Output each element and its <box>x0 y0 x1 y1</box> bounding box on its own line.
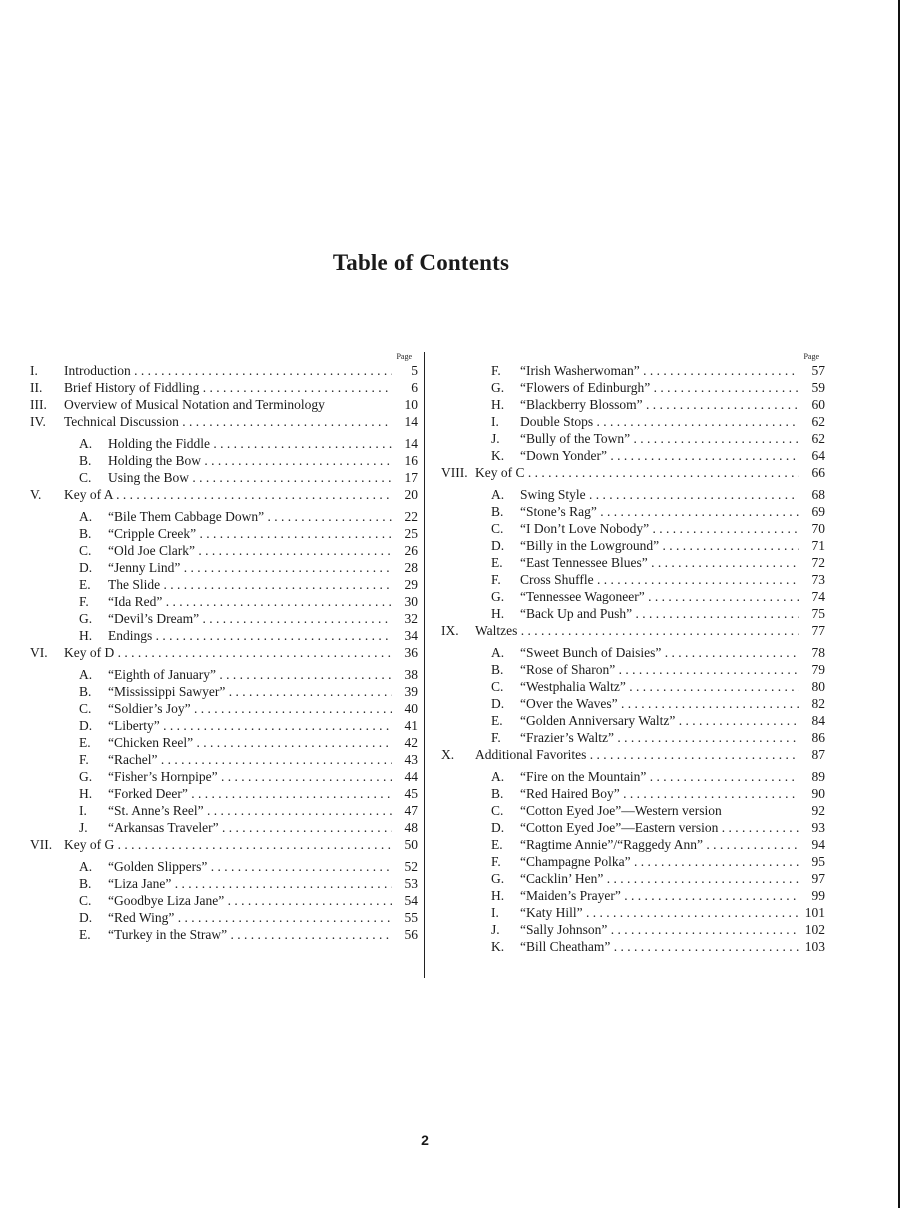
entry-title: “Sally Johnson” . . . <box>520 921 799 938</box>
entry-letter: E. <box>79 735 91 750</box>
entry-page-number: 70 <box>799 520 825 537</box>
entry-title: “Old Joe Clark” . . . <box>108 542 392 559</box>
entry-title: “Liberty” . . . <box>108 717 392 734</box>
entry-letter: H. <box>491 397 505 412</box>
entry-title: Swing Style . . . <box>520 486 799 503</box>
entry-title: Introduction . . . <box>64 362 392 379</box>
entry-page-number: 75 <box>799 605 825 622</box>
entry-letter: B. <box>491 786 504 801</box>
entry-title: “Back Up and Push” . . . <box>520 605 799 622</box>
entry-title: Waltzes . . . <box>475 622 799 639</box>
toc-entry[interactable] <box>441 447 825 464</box>
entry-letter: H. <box>79 786 93 801</box>
toc-entry[interactable] <box>30 683 418 700</box>
entry-page-number: 56 <box>392 926 418 943</box>
entry-letter: G. <box>491 589 505 604</box>
entry-title: The Slide . . . <box>108 576 392 593</box>
toc-entry[interactable] <box>441 571 825 588</box>
entry-page-number: 53 <box>392 875 418 892</box>
toc-entry[interactable] <box>441 644 825 661</box>
entry-letter: B. <box>79 684 92 699</box>
entry-title: Double Stops . . . <box>520 413 799 430</box>
entry-page-number: 44 <box>392 768 418 785</box>
entry-letter: G. <box>491 871 505 886</box>
entry-page-number: 34 <box>392 627 418 644</box>
entry-letter: C. <box>79 543 92 558</box>
entry-page-number: 60 <box>799 396 825 413</box>
entry-page-number: 30 <box>392 593 418 610</box>
toc-right-entries <box>441 362 825 955</box>
entry-page-number: 101 <box>799 904 825 921</box>
entry-title: Key of G . . . <box>64 836 392 853</box>
entry-letter: D. <box>491 538 505 553</box>
entry-page-number: 36 <box>392 644 418 661</box>
entry-page-number: 82 <box>799 695 825 712</box>
toc-entry[interactable] <box>30 666 418 683</box>
entry-letter: E. <box>491 555 503 570</box>
toc-entry[interactable] <box>30 542 418 559</box>
entry-letter: B. <box>491 504 504 519</box>
entry-title: “Katy Hill” . . . <box>520 904 799 921</box>
toc-entry[interactable] <box>30 435 418 452</box>
entry-page-number: 40 <box>392 700 418 717</box>
entry-title: “Rachel” . . . <box>108 751 392 768</box>
section-number: VI. <box>30 645 48 660</box>
entry-letter: C. <box>491 521 504 536</box>
entry-letter: E. <box>491 713 503 728</box>
entry-title: “Mississippi Sawyer” . . . <box>108 683 392 700</box>
entry-title: “Bill Cheatham” . . . <box>520 938 799 955</box>
toc-entry[interactable] <box>30 486 418 503</box>
column-divider <box>424 352 425 978</box>
entry-letter: F. <box>491 854 501 869</box>
entry-letter: D. <box>491 696 505 711</box>
entry-page-number: 90 <box>799 785 825 802</box>
entry-letter: B. <box>79 453 92 468</box>
toc-entry[interactable] <box>441 853 825 870</box>
entry-title: “Cacklin’ Hen” . . . <box>520 870 799 887</box>
entry-letter: J. <box>491 431 500 446</box>
toc-entry[interactable] <box>441 938 825 955</box>
entry-title: Technical Discussion . . . <box>64 413 392 430</box>
entry-page-number: 89 <box>799 768 825 785</box>
entry-title: “Eighth of January” . . . <box>108 666 392 683</box>
entry-page-number: 62 <box>799 430 825 447</box>
entry-page-number: 52 <box>392 858 418 875</box>
entry-page-number: 87 <box>799 746 825 763</box>
section-number: X. <box>441 747 455 762</box>
entry-page-number: 38 <box>392 666 418 683</box>
toc-entry[interactable] <box>441 605 825 622</box>
toc-entry[interactable] <box>30 836 418 853</box>
entry-page-number: 26 <box>392 542 418 559</box>
toc-entry[interactable] <box>30 362 418 379</box>
entry-page-number: 77 <box>799 622 825 639</box>
toc-entry[interactable] <box>441 554 825 571</box>
entry-page-number: 73 <box>799 571 825 588</box>
entry-title: “Fire on the Mountain” . . . <box>520 768 799 785</box>
toc-entry[interactable] <box>441 430 825 447</box>
entry-title: Additional Favorites . . . <box>475 746 799 763</box>
entry-page-number: 25 <box>392 525 418 542</box>
toc-entry[interactable] <box>30 627 418 644</box>
entry-page-number: 86 <box>799 729 825 746</box>
entry-letter: F. <box>491 572 501 587</box>
entry-page-number: 59 <box>799 379 825 396</box>
entry-letter: B. <box>79 526 92 541</box>
entry-letter: I. <box>79 803 87 818</box>
entry-title: “Frazier’s Waltz” . . . <box>520 729 799 746</box>
toc-entry[interactable] <box>30 717 418 734</box>
toc-entry[interactable] <box>441 712 825 729</box>
entry-page-number: 80 <box>799 678 825 695</box>
entry-title: “Tennessee Wagoneer” . . . <box>520 588 799 605</box>
section-number: V. <box>30 487 42 502</box>
entry-letter: D. <box>491 820 505 835</box>
toc-entry[interactable] <box>30 379 418 396</box>
toc-entry[interactable] <box>441 887 825 904</box>
entry-title: “Turkey in the Straw” . . . <box>108 926 392 943</box>
entry-page-number: 64 <box>799 447 825 464</box>
entry-letter: E. <box>491 837 503 852</box>
entry-title: “Over the Waves” . . . <box>520 695 799 712</box>
toc-entry[interactable] <box>441 537 825 554</box>
entry-letter: E. <box>79 927 91 942</box>
entry-page-number: 43 <box>392 751 418 768</box>
toc-entry[interactable] <box>441 921 825 938</box>
entry-title: “Flowers of Edinburgh” . . . <box>520 379 799 396</box>
entry-title: “Jenny Lind” . . . <box>108 559 392 576</box>
toc-entry[interactable] <box>441 588 825 605</box>
toc-entry[interactable] <box>30 452 418 469</box>
page-column-header: Page <box>396 352 412 361</box>
entry-page-number: 55 <box>392 909 418 926</box>
toc-entry[interactable] <box>441 622 825 639</box>
toc-entry[interactable] <box>441 520 825 537</box>
entry-letter: A. <box>491 769 505 784</box>
toc-entry[interactable] <box>441 768 825 785</box>
entry-page-number: 95 <box>799 853 825 870</box>
entry-page-number: 94 <box>799 836 825 853</box>
entry-page-number: 45 <box>392 785 418 802</box>
entry-letter: G. <box>79 769 93 784</box>
entry-title: “Goodbye Liza Jane” . . . <box>108 892 392 909</box>
entry-letter: K. <box>491 448 505 463</box>
toc-entry[interactable] <box>30 785 418 802</box>
entry-title: “Stone’s Rag” . . . <box>520 503 799 520</box>
toc-entry[interactable] <box>30 469 418 486</box>
entry-letter: J. <box>79 820 88 835</box>
toc-entry[interactable] <box>30 751 418 768</box>
toc-entry[interactable] <box>441 678 825 695</box>
entry-page-number: 84 <box>799 712 825 729</box>
entry-title: Cross Shuffle . . . <box>520 571 799 588</box>
toc-entry[interactable] <box>441 486 825 503</box>
entry-title: Brief History of Fiddling . . . <box>64 379 392 396</box>
toc-left-entries <box>30 362 418 943</box>
toc-entry[interactable] <box>441 396 825 413</box>
entry-title: “Sweet Bunch of Daisies” . . . <box>520 644 799 661</box>
entry-title: “Ida Red” . . . <box>108 593 392 610</box>
entry-page-number: 42 <box>392 734 418 751</box>
toc-entry[interactable] <box>441 661 825 678</box>
entry-page-number: 14 <box>392 435 418 452</box>
entry-page-number: 62 <box>799 413 825 430</box>
toc-entry[interactable] <box>30 413 418 430</box>
entry-title: “Liza Jane” . . . <box>108 875 392 892</box>
entry-letter: K. <box>491 939 505 954</box>
entry-page-number: 54 <box>392 892 418 909</box>
entry-title: “Westphalia Waltz” . . . <box>520 678 799 695</box>
entry-page-number: 103 <box>799 938 825 955</box>
entry-title: Using the Bow . . . <box>108 469 392 486</box>
entry-title: “Golden Anniversary Waltz” . . . <box>520 712 799 729</box>
entry-page-number: 74 <box>799 588 825 605</box>
entry-letter: E. <box>79 577 91 592</box>
entry-letter: B. <box>491 662 504 677</box>
entry-title: “Cripple Creek” . . . <box>108 525 392 542</box>
toc-entry[interactable] <box>30 819 418 836</box>
entry-page-number: 68 <box>799 486 825 503</box>
entry-title: Key of C . . . <box>475 464 799 481</box>
entry-letter: C. <box>491 679 504 694</box>
section-number: VIII. <box>441 465 468 480</box>
toc-entry[interactable] <box>30 875 418 892</box>
entry-letter: I. <box>491 905 499 920</box>
entry-page-number: 93 <box>799 819 825 836</box>
toc-entry[interactable] <box>30 734 418 751</box>
entry-page-number: 28 <box>392 559 418 576</box>
entry-letter: B. <box>79 876 92 891</box>
section-number: IV. <box>30 414 46 429</box>
entry-letter: F. <box>491 363 501 378</box>
entry-letter: C. <box>79 470 92 485</box>
toc-entry[interactable] <box>441 870 825 887</box>
entry-title: “Cotton Eyed Joe”—Eastern version . . . <box>520 819 799 836</box>
toc-entry[interactable] <box>30 858 418 875</box>
entry-page-number: 17 <box>392 469 418 486</box>
entry-letter: A. <box>491 487 505 502</box>
entry-title: “East Tennessee Blues” . . . <box>520 554 799 571</box>
entry-title: “Champagne Polka” . . . <box>520 853 799 870</box>
entry-letter: G. <box>79 611 93 626</box>
entry-letter: H. <box>491 606 505 621</box>
toc-entry[interactable] <box>30 768 418 785</box>
entry-page-number: 48 <box>392 819 418 836</box>
entry-letter: C. <box>79 701 92 716</box>
entry-title: “St. Anne’s Reel” . . . <box>108 802 392 819</box>
toc-entry[interactable] <box>441 695 825 712</box>
entry-letter: D. <box>79 910 93 925</box>
section-number: III. <box>30 397 47 412</box>
entry-page-number: 92 <box>799 802 825 819</box>
page-number: 2 <box>421 1132 429 1148</box>
entry-page-number: 22 <box>392 508 418 525</box>
entry-title: “Ragtime Annie”/“Raggedy Ann” . . . <box>520 836 799 853</box>
entry-title: Key of A . . . <box>64 486 392 503</box>
entry-letter: F. <box>79 594 89 609</box>
entry-title: “Red Wing” . . . <box>108 909 392 926</box>
toc-entry[interactable] <box>30 700 418 717</box>
section-number: IX. <box>441 623 459 638</box>
entry-page-number: 66 <box>799 464 825 481</box>
entry-title: “I Don’t Love Nobody” . . . <box>520 520 799 537</box>
section-number: II. <box>30 380 43 395</box>
toc-entry[interactable] <box>441 379 825 396</box>
entry-letter: H. <box>491 888 505 903</box>
toc-entry[interactable] <box>441 746 825 763</box>
entry-title: “Billy in the Lowground” . . . <box>520 537 799 554</box>
entry-title: “Red Haired Boy” . . . <box>520 785 799 802</box>
entry-page-number: 102 <box>799 921 825 938</box>
page-column-header: Page <box>803 352 819 361</box>
entry-letter: G. <box>491 380 505 395</box>
entry-page-number: 20 <box>392 486 418 503</box>
toc-entry[interactable] <box>441 362 825 379</box>
toc-entry[interactable] <box>30 926 418 943</box>
entry-title: “Maiden’s Prayer” . . . <box>520 887 799 904</box>
toc-entry[interactable] <box>441 464 825 481</box>
entry-page-number: 39 <box>392 683 418 700</box>
entry-page-number: 72 <box>799 554 825 571</box>
entry-page-number: 10 <box>392 396 418 413</box>
entry-letter: D. <box>79 718 93 733</box>
entry-letter: J. <box>491 922 500 937</box>
entry-letter: I. <box>491 414 499 429</box>
entry-letter: A. <box>79 436 93 451</box>
entry-page-number: 32 <box>392 610 418 627</box>
entry-letter: A. <box>79 667 93 682</box>
entry-letter: A. <box>79 509 93 524</box>
entry-title: Overview of Musical Notation and Terminology <box>64 397 325 412</box>
entry-title: “Chicken Reel” . . . <box>108 734 392 751</box>
entry-letter: D. <box>79 560 93 575</box>
entry-page-number: 97 <box>799 870 825 887</box>
entry-page-number: 16 <box>392 452 418 469</box>
toc-entry[interactable] <box>30 610 418 627</box>
entry-title: “Down Yonder” . . . <box>520 447 799 464</box>
toc-entry[interactable] <box>441 729 825 746</box>
toc-entry[interactable] <box>441 413 825 430</box>
entry-title: Holding the Bow . . . <box>108 452 392 469</box>
toc-entry[interactable] <box>441 904 825 921</box>
entry-title: Endings . . . <box>108 627 392 644</box>
entry-letter: C. <box>79 893 92 908</box>
toc-entry[interactable] <box>30 396 418 413</box>
entry-title: “Arkansas Traveler” . . . <box>108 819 392 836</box>
entry-title: “Bile Them Cabbage Down” . . . <box>108 508 392 525</box>
toc-entry[interactable] <box>30 576 418 593</box>
toc-entry[interactable] <box>441 836 825 853</box>
entry-page-number: 57 <box>799 362 825 379</box>
entry-letter: C. <box>491 803 504 818</box>
toc-entry[interactable] <box>30 644 418 661</box>
entry-title: “Soldier’s Joy” . . . <box>108 700 392 717</box>
toc-entry[interactable] <box>30 508 418 525</box>
section-number: VII. <box>30 837 53 852</box>
entry-letter: A. <box>79 859 93 874</box>
entry-title: “Blackberry Blossom” . . . <box>520 396 799 413</box>
entry-title: “Fisher’s Hornpipe” . . . <box>108 768 392 785</box>
entry-title: “Devil’s Dream” . . . <box>108 610 392 627</box>
entry-page-number: 78 <box>799 644 825 661</box>
page-title: Table of Contents <box>332 250 510 275</box>
entry-title: “Rose of Sharon” . . . <box>520 661 799 678</box>
entry-page-number: 47 <box>392 802 418 819</box>
toc-entry[interactable] <box>30 593 418 610</box>
entry-title: Key of D . . . <box>64 644 392 661</box>
entry-page-number: 99 <box>799 887 825 904</box>
entry-page-number: 50 <box>392 836 418 853</box>
entry-title: “Irish Washerwoman” . . . <box>520 362 799 379</box>
toc-entry[interactable] <box>30 892 418 909</box>
entry-title: “Golden Slippers” . . . <box>108 858 392 875</box>
entry-page-number: 5 <box>392 362 418 379</box>
entry-title: Holding the Fiddle . . . <box>108 435 392 452</box>
toc-entry[interactable] <box>30 525 418 542</box>
entry-page-number: 71 <box>799 537 825 554</box>
toc-entry[interactable] <box>441 785 825 802</box>
section-number: I. <box>30 363 38 378</box>
entry-page-number: 6 <box>392 379 418 396</box>
toc-entry[interactable] <box>30 559 418 576</box>
entry-page-number: 14 <box>392 413 418 430</box>
entry-letter: H. <box>79 628 93 643</box>
toc-entry[interactable] <box>441 802 825 819</box>
entry-page-number: 79 <box>799 661 825 678</box>
toc-entry[interactable] <box>30 802 418 819</box>
entry-letter: F. <box>491 730 501 745</box>
entry-letter: A. <box>491 645 505 660</box>
entry-title: “Cotton Eyed Joe”—Western version <box>520 803 722 818</box>
entry-letter: F. <box>79 752 89 767</box>
toc-entry[interactable] <box>30 909 418 926</box>
toc-entry[interactable] <box>441 819 825 836</box>
entry-page-number: 41 <box>392 717 418 734</box>
entry-page-number: 69 <box>799 503 825 520</box>
entry-page-number: 29 <box>392 576 418 593</box>
entry-title: “Forked Deer” . . . <box>108 785 392 802</box>
entry-title: “Bully of the Town” . . . <box>520 430 799 447</box>
toc-entry[interactable] <box>441 503 825 520</box>
